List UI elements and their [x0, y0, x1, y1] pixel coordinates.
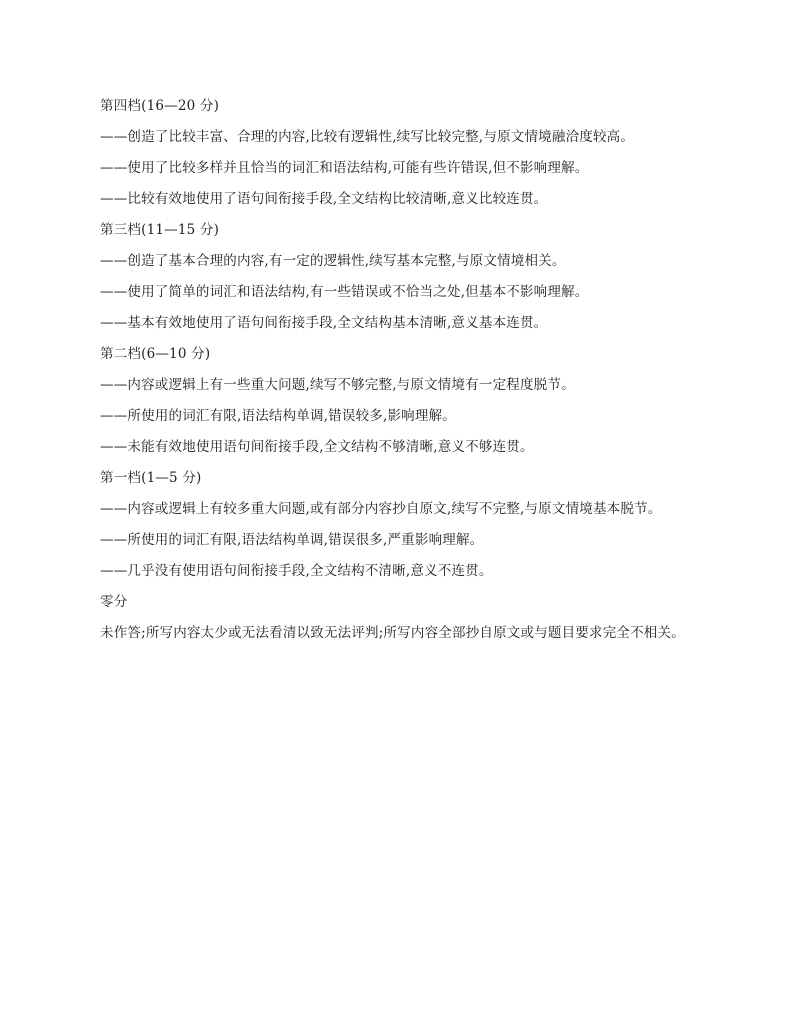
- band-3-criterion-cohesion: ——基本有效地使用了语句间衔接手段,全文结构基本清晰,意义基本连贯。: [100, 315, 548, 331]
- band-1-heading: 第一档(1—5 分): [100, 470, 202, 486]
- band-3-heading: 第三档(11—15 分): [100, 222, 220, 238]
- band-2-criterion-cohesion: ——未能有效地使用语句间衔接手段,全文结构不够清晰,意义不够连贯。: [100, 439, 534, 455]
- band-4-criterion-language: ——使用了比较多样并且恰当的词汇和语法结构,可能有些许错误,但不影响理解。: [100, 160, 589, 176]
- band-2-criterion-content: ——内容或逻辑上有一些重大问题,续写不够完整,与原文情境有一定程度脱节。: [100, 377, 575, 393]
- band-3-criterion-content: ——创造了基本合理的内容,有一定的逻辑性,续写基本完整,与原文情境相关。: [100, 253, 566, 269]
- band-4-criterion-cohesion: ——比较有效地使用了语句间衔接手段,全文结构比较清晰,意义比较连贯。: [100, 191, 548, 207]
- zero-score-heading: 零分: [100, 594, 128, 610]
- band-2-criterion-language: ——所使用的词汇有限,语法结构单调,错误较多,影响理解。: [100, 408, 456, 424]
- band-4-heading: 第四档(16—20 分): [100, 98, 220, 114]
- band-1-criterion-language: ——所使用的词汇有限,语法结构单调,错误很多,严重影响理解。: [100, 532, 484, 548]
- band-3-criterion-language: ——使用了简单的词汇和语法结构,有一些错误或不恰当之处,但基本不影响理解。: [100, 284, 589, 300]
- scoring-rubric-document: [100, 98, 740, 656]
- band-1-criterion-cohesion: ——几乎没有使用语句间衔接手段,全文结构不清晰,意义不连贯。: [100, 563, 493, 579]
- band-2-heading: 第二档(6—10 分): [100, 346, 211, 362]
- band-4-criterion-content: ——创造了比较丰富、合理的内容,比较有逻辑性,续写比较完整,与原文情境融洽度较高。: [100, 129, 635, 145]
- zero-score-criterion: 未作答;所写内容太少或无法看清以致无法评判;所写内容全部抄自原文或与题目要求完全不相关。: [100, 625, 685, 641]
- band-1-criterion-content: ——内容或逻辑上有较多重大问题,或有部分内容抄自原文,续写不完整,与原文情境基本脱节。: [100, 501, 662, 517]
